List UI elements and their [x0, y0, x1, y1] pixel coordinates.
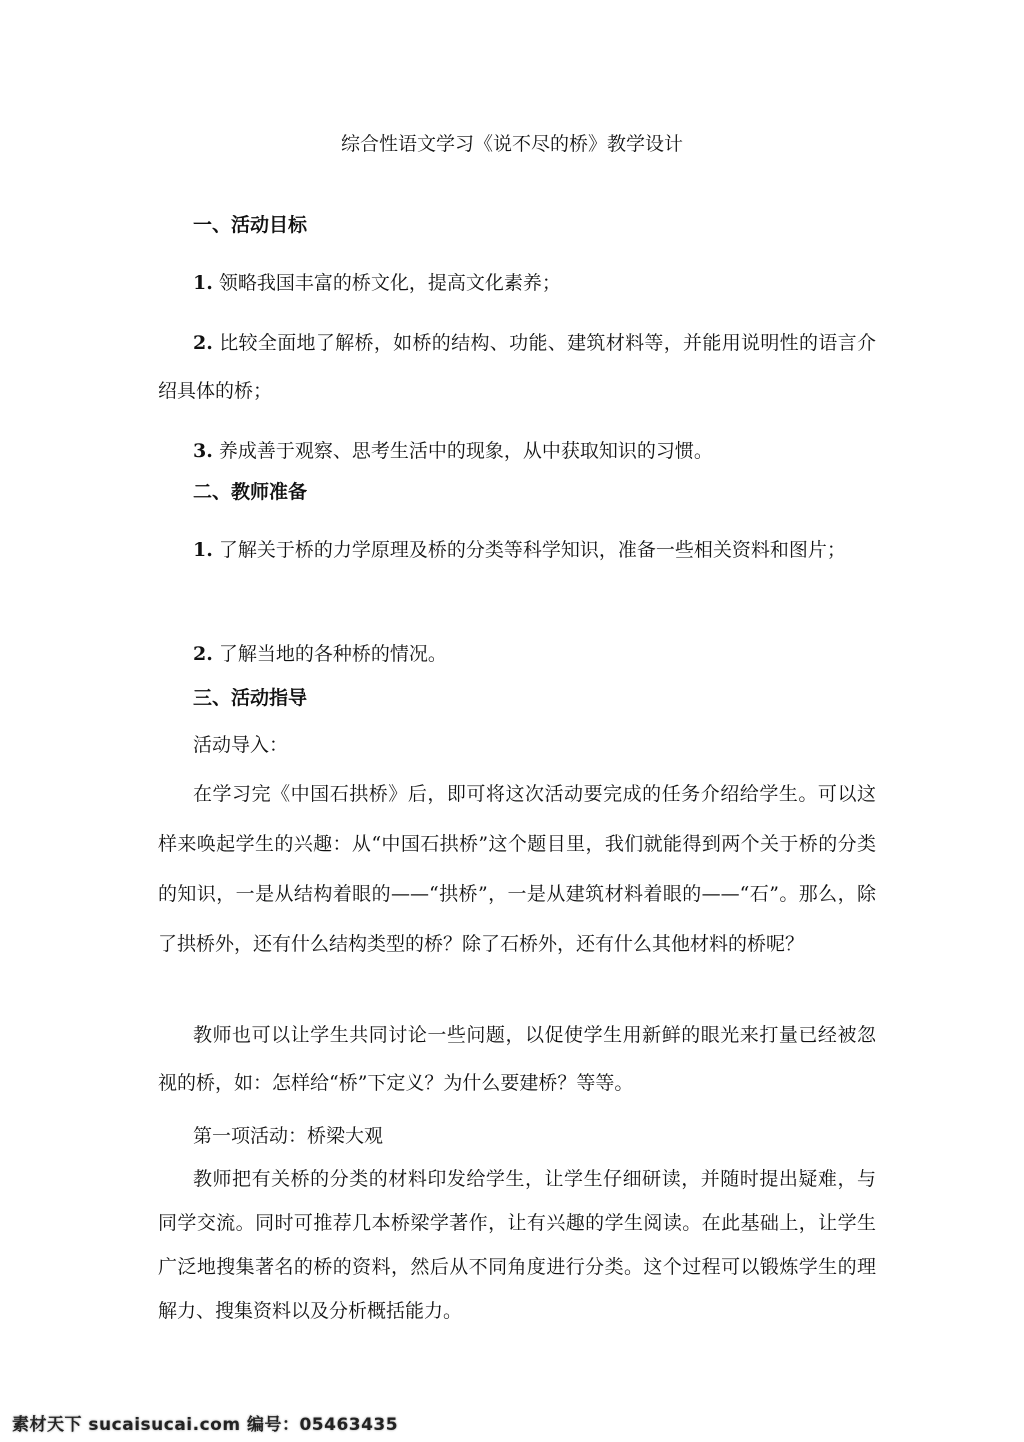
goal-item-3-number: 3. [193, 440, 213, 462]
activity-1-label: 第一项活动：桥梁大观 [193, 1125, 384, 1147]
prep-item-1-number: 1. [193, 539, 213, 561]
document-title: 综合性语文学习《说不尽的桥》教学设计 [340, 133, 683, 155]
goal-item-1 [158, 259, 876, 307]
goal-item-1-number: 1. [193, 272, 213, 294]
watermark-text: 素材天下 sucaisucai.com 编号：05463435 [12, 1415, 399, 1435]
prep-item-2-text: 了解当地的各种桥的情况。 [218, 643, 447, 665]
goal-item-3 [158, 427, 876, 475]
intro-label: 活动导入： [193, 734, 289, 756]
goal-item-2-number: 2. [193, 332, 213, 354]
goal-item-2 [158, 319, 876, 415]
prep-item-2 [158, 630, 876, 678]
section-heading-guidance: 三、活动指导 [193, 687, 308, 709]
goal-item-2-text: 比较全面地了解桥，如桥的结构、功能、建筑材料等，并能用说明性的语言介绍具体的桥； [158, 332, 876, 402]
goal-item-3-text: 养成善于观察、思考生活中的现象，从中获取知识的习惯。 [218, 440, 713, 462]
goal-item-1-text: 领略我国丰富的桥文化，提高文化素养； [218, 272, 561, 294]
section-heading-goals: 一、活动目标 [193, 214, 308, 236]
prep-item-1 [158, 526, 876, 574]
prep-item-2-number: 2. [193, 643, 213, 665]
guidance-paragraph-2: 教师也可以让学生共同讨论一些问题，以促使学生用新鲜的眼光来打量已经被忽视的桥，如：怎样给“桥”下定义？为什么要建桥？等等。 [158, 1024, 876, 1094]
guidance-paragraph-3: 教师把有关桥的分类的材料印发给学生，让学生仔细研读，并随时提出疑难，与同学交流。同时可推荐几本桥梁学著作，让有兴趣的学生阅读。在此基础上，让学生广泛地搜集著名的桥的资料，然后从不同角度进行分类。这个过程可以锻炼学生的理解力、搜集资料以及分析概括能力。 [158, 1168, 876, 1322]
watermark-bar [0, 1402, 1024, 1442]
section-heading-preparation: 二、教师准备 [193, 481, 308, 503]
prep-item-1-text: 了解关于桥的力学原理及桥的分类等科学知识，准备一些相关资料和图片； [218, 539, 846, 561]
guidance-paragraph-1: 在学习完《中国石拱桥》后，即可将这次活动要完成的任务介绍给学生。可以这样来唤起学生的兴趣：从“中国石拱桥”这个题目里，我们就能得到两个关于桥的分类的知识，一是从结构着眼的——“拱桥”，一是从建筑材料着眼的——“石”。那么，除了拱桥外，还有什么结构类型的桥？除了石桥外，还有什么其他材料的桥呢？ [158, 783, 876, 955]
